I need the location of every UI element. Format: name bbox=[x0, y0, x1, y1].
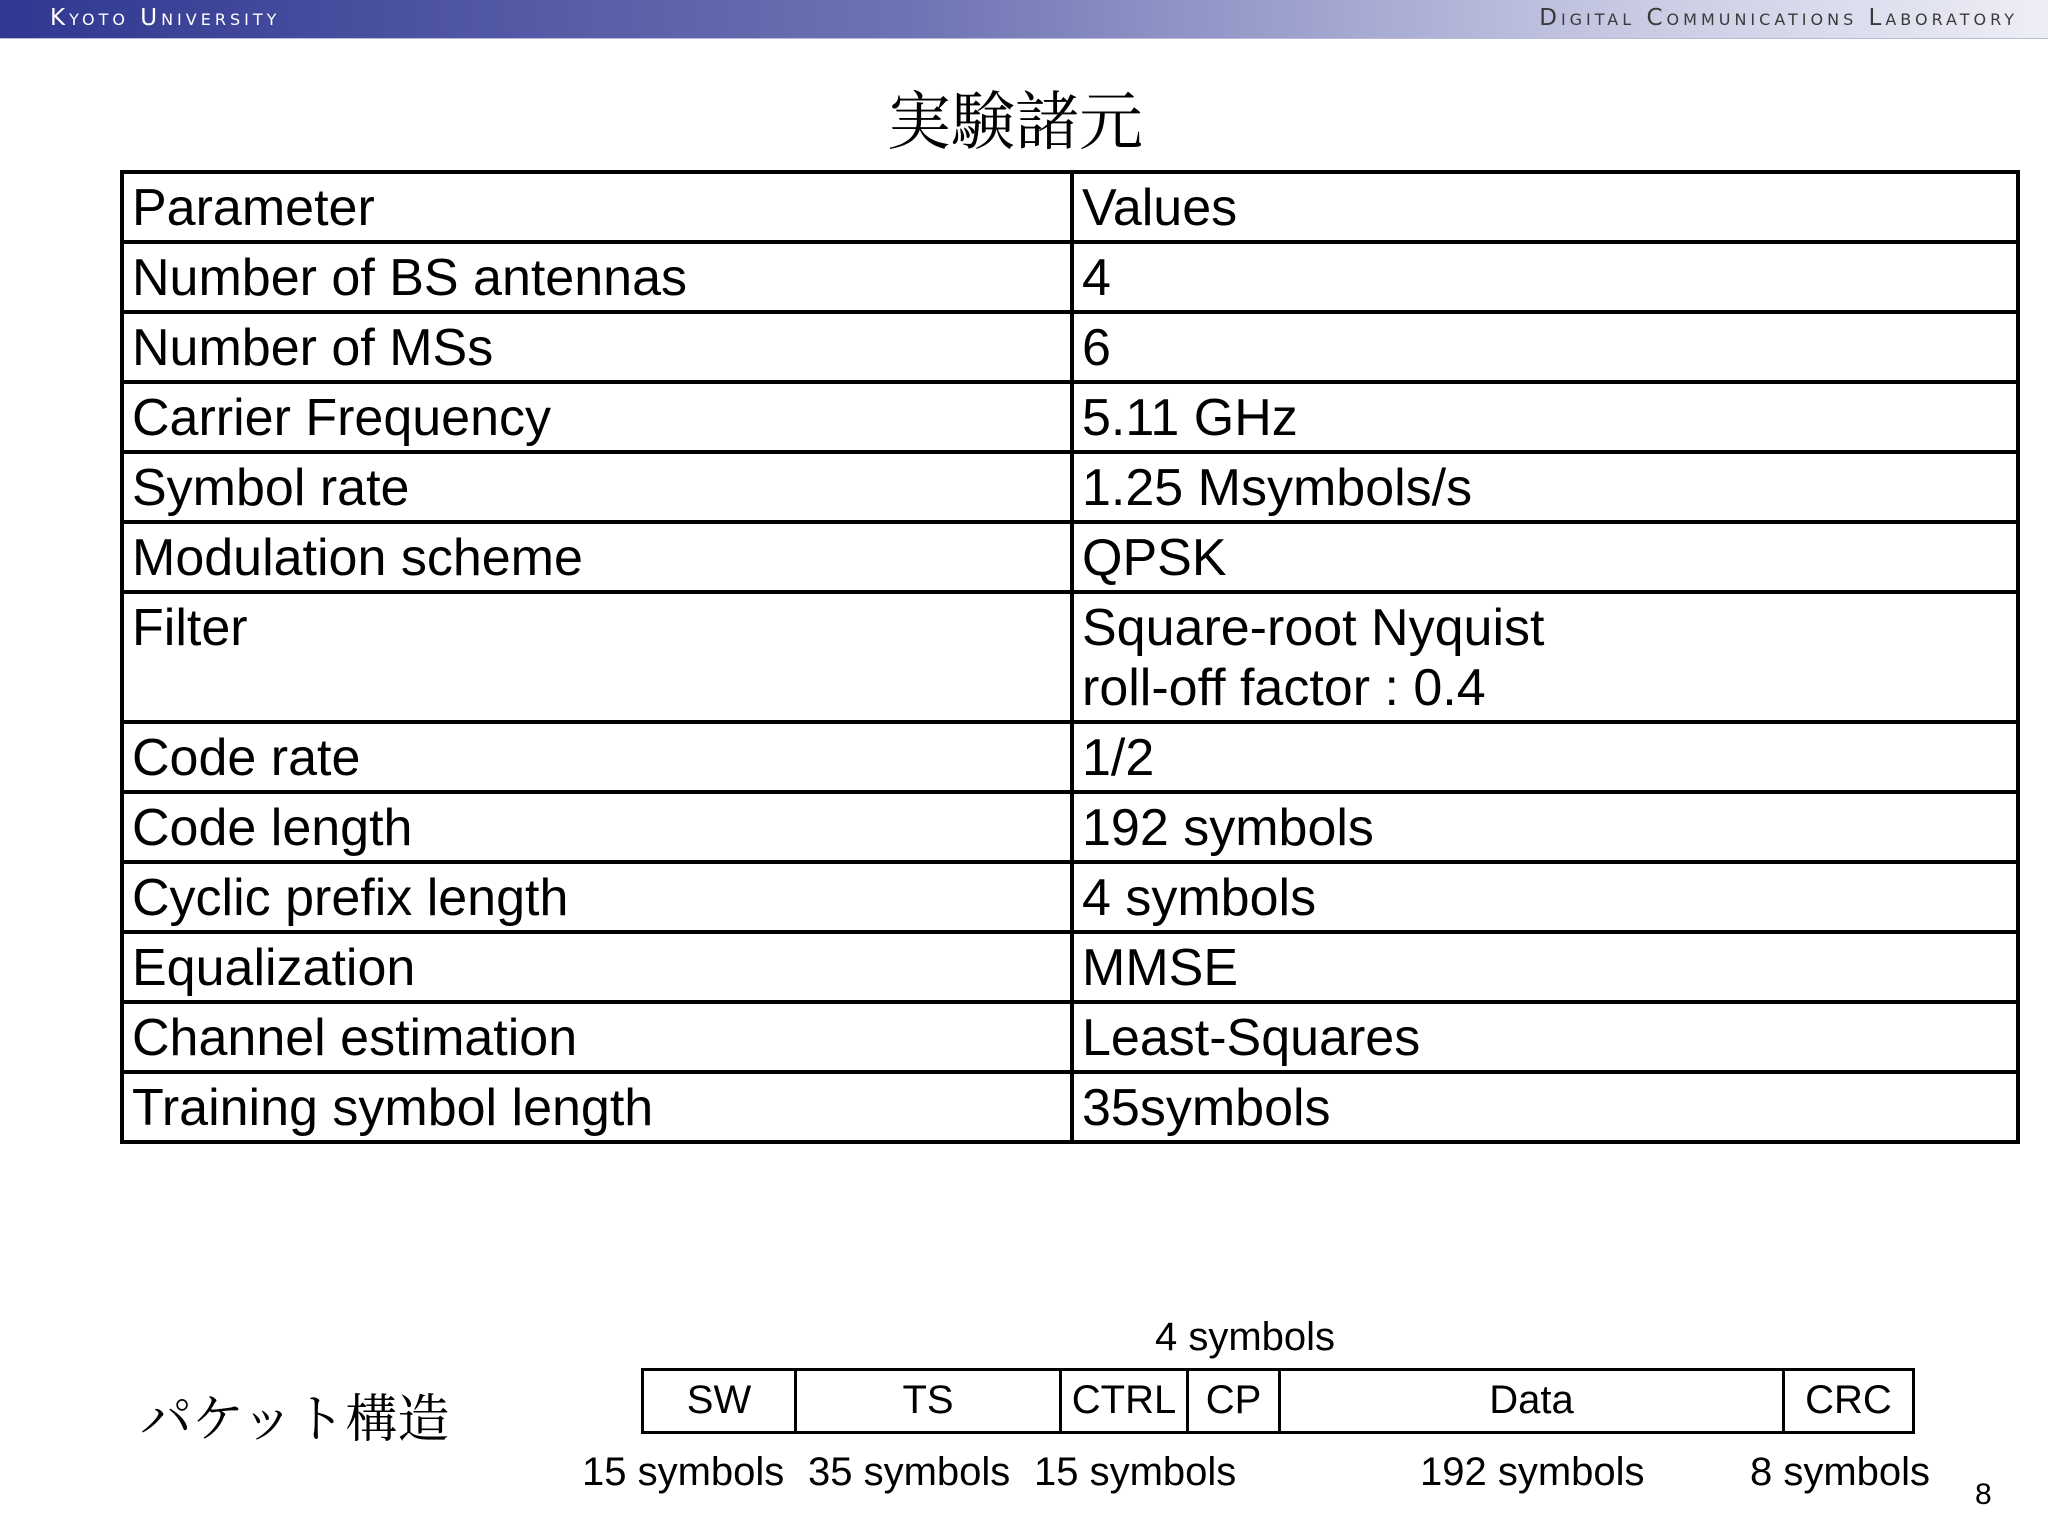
packet-field-crc: CRC bbox=[1805, 1378, 1892, 1422]
parameter-cell: Channel estimation bbox=[122, 1002, 1072, 1072]
value-line-1: Square-root Nyquist bbox=[1082, 599, 1545, 657]
packet-field-ctrl: CTRL bbox=[1062, 1371, 1189, 1431]
value-cell: 5.11 GHz bbox=[1072, 382, 2018, 452]
value-cell: 1/2 bbox=[1072, 722, 2018, 792]
value-cell: Least-Squares bbox=[1072, 1002, 2018, 1072]
value-cell: QPSK bbox=[1072, 522, 2018, 592]
table-row bbox=[122, 242, 2018, 312]
table-row bbox=[122, 862, 2018, 932]
table-row bbox=[122, 1072, 2018, 1142]
header-banner bbox=[0, 0, 2048, 39]
value-cell: 6 bbox=[1072, 312, 2018, 382]
parameter-cell: Code length bbox=[122, 792, 1072, 862]
sw-length-label: 15 symbols bbox=[582, 1450, 785, 1494]
parameter-cell: Symbol rate bbox=[122, 452, 1072, 522]
parameter-cell: Carrier Frequency bbox=[122, 382, 1072, 452]
table-row bbox=[122, 932, 2018, 1002]
parameter-cell: Number of BS antennas bbox=[122, 242, 1072, 312]
parameter-cell: Cyclic prefix length bbox=[122, 862, 1072, 932]
table-row bbox=[122, 522, 2018, 592]
table-row bbox=[122, 452, 2018, 522]
parameter-cell: Equalization bbox=[122, 932, 1072, 1002]
value-cell: MMSE bbox=[1072, 932, 2018, 1002]
parameter-cell: Modulation scheme bbox=[122, 522, 1072, 592]
header-values: Values bbox=[1072, 172, 2018, 242]
parameter-cell: Code rate bbox=[122, 722, 1072, 792]
table-header-row bbox=[122, 172, 2018, 242]
parameter-table bbox=[120, 170, 2020, 1144]
parameter-cell: Filter bbox=[122, 592, 1072, 722]
value-cell bbox=[1072, 592, 2018, 722]
value-cell: 35symbols bbox=[1072, 1072, 2018, 1142]
value-cell: 1.25 Msymbols/s bbox=[1072, 452, 2018, 522]
header-parameter: Parameter bbox=[122, 172, 1072, 242]
value-line-2: roll-off factor : 0.4 bbox=[1082, 659, 1486, 717]
data-length-label: 192 symbols bbox=[1420, 1450, 1645, 1494]
ts-length-label: 35 symbols bbox=[808, 1450, 1011, 1494]
crc-length-label: 8 symbols bbox=[1750, 1450, 1931, 1494]
packet-field-data: Data bbox=[1281, 1371, 1785, 1431]
value-cell: 4 symbols bbox=[1072, 862, 2018, 932]
parameter-cell: Number of MSs bbox=[122, 312, 1072, 382]
table-row bbox=[122, 792, 2018, 862]
packet-field-sw: SW bbox=[644, 1371, 797, 1431]
table-row bbox=[122, 312, 2018, 382]
value-cell: 4 bbox=[1072, 242, 2018, 312]
packet-field-cp: CP bbox=[1189, 1371, 1281, 1431]
table-row bbox=[122, 382, 2018, 452]
page-title: 実験諸元 bbox=[887, 86, 1143, 160]
table-row bbox=[122, 592, 2018, 722]
table-row bbox=[122, 722, 2018, 792]
university-name: Kyoto University bbox=[50, 5, 281, 31]
ctrl-length-label: 15 symbols bbox=[1034, 1450, 1237, 1494]
table-row bbox=[122, 1002, 2018, 1072]
cp-length-label: 4 symbols bbox=[1155, 1315, 1336, 1359]
parameter-cell: Training symbol length bbox=[122, 1072, 1072, 1142]
packet-structure-label: パケット構造 bbox=[140, 1390, 450, 1450]
packet-diagram bbox=[641, 1368, 1915, 1434]
laboratory-name: Digital Communications Laboratory bbox=[1539, 5, 2018, 31]
packet-field-ts: TS bbox=[797, 1371, 1062, 1431]
value-cell: 192 symbols bbox=[1072, 792, 2018, 862]
page-number: 8 bbox=[1975, 1478, 1992, 1511]
